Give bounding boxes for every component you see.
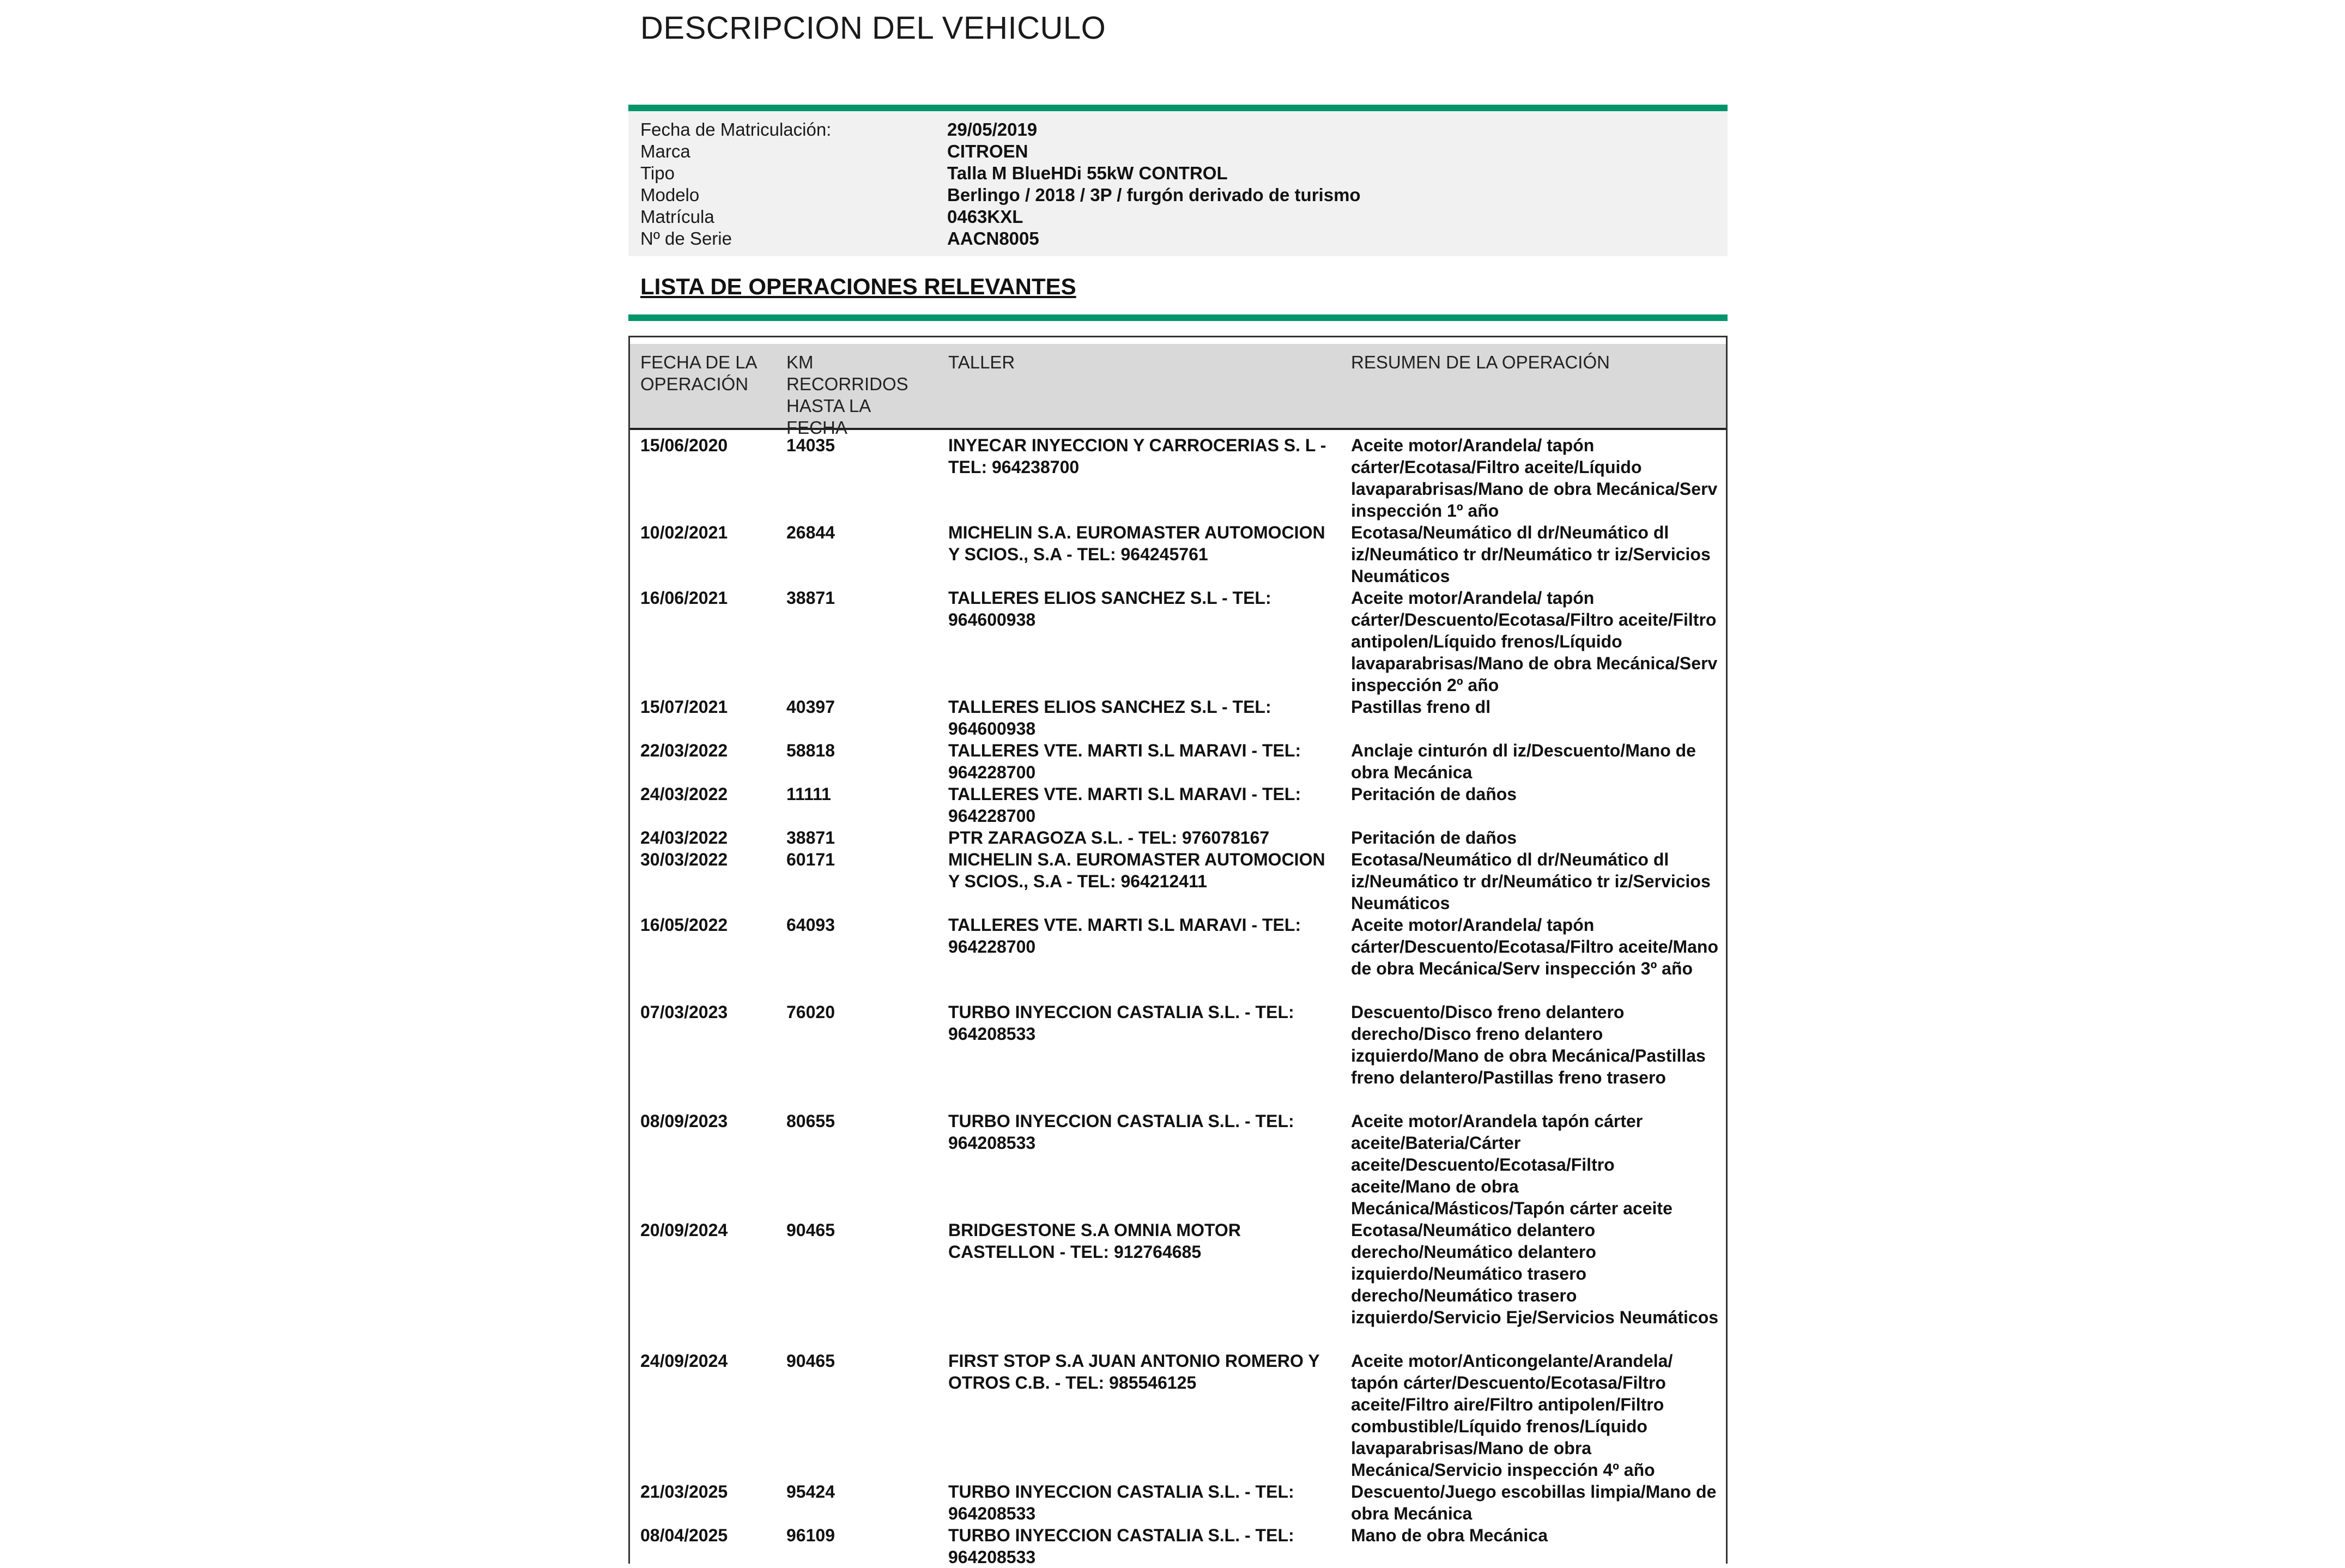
info-label: Nº de Serie xyxy=(640,228,732,249)
table-row xyxy=(630,587,1726,696)
cell-fecha: 20/09/2024 xyxy=(640,1220,728,1240)
table-row xyxy=(630,1219,1726,1350)
cell-km: 96109 xyxy=(786,1525,835,1545)
cell-km: 90465 xyxy=(786,1351,835,1371)
cell-taller: TALLERES VTE. MARTI S.L MARAVI - TEL: 964228700 xyxy=(948,915,1301,956)
cell-fecha: 24/03/2022 xyxy=(640,828,728,847)
cell-resumen: Descuento/Disco freno delantero derecho/Disco freno delantero izquierdo/Mano de obra Mecánica/Pastillas freno delantero/Pastillas freno trasero xyxy=(1351,1002,1706,1087)
cell-fecha: 08/04/2025 xyxy=(640,1525,728,1545)
info-row-serie xyxy=(628,228,1728,250)
cell-taller: TURBO INYECCION CASTALIA S.L. - TEL: 964208533 xyxy=(948,1482,1294,1523)
cell-km: 38871 xyxy=(786,828,835,847)
cell-fecha: 24/03/2022 xyxy=(640,784,728,804)
header-fecha: FECHA DE LA OPERACIÓN xyxy=(640,352,756,394)
info-label: Fecha de Matriculación: xyxy=(640,119,832,140)
cell-taller: TURBO INYECCION CASTALIA S.L. - TEL: 964208533 xyxy=(948,1002,1294,1044)
cell-km: 95424 xyxy=(786,1482,835,1502)
info-row-matricula xyxy=(628,206,1728,228)
cell-km: 64093 xyxy=(786,915,835,935)
cell-resumen: Aceite motor/Arandela tapón cárter aceite/Bateria/Cárter aceite/Descuento/Ecotasa/Filtro aceite/Mano de obra Mecánica/Másticos/Tapón cárter aceite xyxy=(1351,1111,1673,1218)
divider-top xyxy=(628,105,1728,111)
info-row-modelo xyxy=(628,184,1728,206)
cell-taller: TALLERES VTE. MARTI S.L MARAVI - TEL: 964228700 xyxy=(948,784,1301,826)
cell-resumen: Peritación de daños xyxy=(1351,784,1517,804)
cell-taller: TURBO INYECCION CASTALIA S.L. - TEL: 964208533 xyxy=(948,1525,1294,1567)
cell-taller: TALLERES ELIOS SANCHEZ S.L - TEL: 964600938 xyxy=(948,588,1271,629)
cell-fecha: 16/05/2022 xyxy=(640,915,728,935)
report-page xyxy=(628,0,1728,1567)
cell-resumen: Anclaje cinturón dl iz/Descuento/Mano de obra Mecánica xyxy=(1351,741,1696,782)
cell-fecha: 07/03/2023 xyxy=(640,1002,728,1022)
table-row xyxy=(630,849,1726,914)
vehicle-info-panel xyxy=(628,111,1728,256)
table-row xyxy=(630,1481,1726,1524)
table-header xyxy=(630,344,1726,438)
cell-resumen: Descuento/Juego escobillas limpia/Mano de obra Mecánica xyxy=(1351,1482,1717,1523)
info-label: Modelo xyxy=(640,185,700,205)
cell-fecha: 15/07/2021 xyxy=(640,697,728,717)
cell-km: 80655 xyxy=(786,1111,835,1131)
table-row xyxy=(630,522,1726,587)
table-row xyxy=(630,696,1726,740)
cell-fecha: 15/06/2020 xyxy=(640,435,728,455)
header-km: KM RECORRIDOS HASTA LA FECHA xyxy=(786,352,908,438)
cell-fecha: 16/06/2021 xyxy=(640,588,728,608)
cell-km: 76020 xyxy=(786,1002,835,1022)
info-value: CITROEN xyxy=(947,141,1028,161)
cell-resumen: Mano de obra Mecánica xyxy=(1351,1525,1548,1545)
page-title: DESCRIPCION DEL VEHICULO xyxy=(640,10,1106,46)
table-row xyxy=(630,740,1726,783)
info-value: AACN8005 xyxy=(947,228,1039,249)
info-label: Marca xyxy=(640,141,690,161)
cell-km: 90465 xyxy=(786,1220,835,1240)
info-label: Tipo xyxy=(640,163,675,183)
cell-taller: TURBO INYECCION CASTALIA S.L. - TEL: 964208533 xyxy=(948,1111,1294,1153)
cell-taller: MICHELIN S.A. EUROMASTER AUTOMOCION Y SCIOS., S.A - TEL: 964212411 xyxy=(948,850,1325,891)
info-value: 29/05/2019 xyxy=(947,119,1038,140)
table-row xyxy=(630,1524,1726,1568)
cell-taller: TALLERES ELIOS SANCHEZ S.L - TEL: 964600938 xyxy=(948,697,1271,738)
table-row xyxy=(630,434,1726,522)
cell-fecha: 30/03/2022 xyxy=(640,850,728,869)
cell-taller: INYECAR INYECCION Y CARROCERIAS S. L - TEL: 964238700 xyxy=(948,435,1326,477)
cell-km: 11111 xyxy=(786,784,831,804)
cell-resumen: Aceite motor/Anticongelante/Arandela/ tapón cárter/Descuento/Ecotasa/Filtro aceite/Filtro aire/Filtro antipolen/Filtro combustible/Líquido frenos/Líquido lavaparabrisas/Mano de obra Mecánica/Servicio inspección 4º año xyxy=(1351,1351,1673,1480)
table-body xyxy=(630,434,1726,1568)
info-row-tipo xyxy=(628,162,1728,184)
cell-taller: FIRST STOP S.A JUAN ANTONIO ROMERO Y OTROS C.B. - TEL: 985546125 xyxy=(948,1351,1319,1393)
cell-fecha: 22/03/2022 xyxy=(640,741,728,760)
section-title: LISTA DE OPERACIONES RELEVANTES xyxy=(640,274,1076,299)
cell-resumen: Ecotasa/Neumático delantero derecho/Neumático delantero izquierdo/Neumático trasero derecho/Neumático trasero izquierdo/Servicio Eje/Servicios Neumáticos xyxy=(1351,1220,1719,1327)
cell-fecha: 21/03/2025 xyxy=(640,1482,728,1502)
cell-taller: MICHELIN S.A. EUROMASTER AUTOMOCION Y SCIOS., S.A - TEL: 964245761 xyxy=(948,523,1325,564)
header-taller: TALLER xyxy=(948,352,1015,372)
cell-taller: PTR ZARAGOZA S.L. - TEL: 976078167 xyxy=(948,828,1270,847)
cell-resumen: Pastillas freno dl xyxy=(1351,697,1491,717)
info-value: 0463KXL xyxy=(947,207,1023,227)
cell-km: 26844 xyxy=(786,523,835,542)
cell-taller: BRIDGESTONE S.A OMNIA MOTOR CASTELLON - TEL: 912764685 xyxy=(948,1220,1241,1262)
table-row xyxy=(630,1110,1726,1219)
cell-resumen: Aceite motor/Arandela/ tapón cárter/Ecotasa/Filtro aceite/Líquido lavaparabrisas/Mano de obra Mecánica/Serv inspección 1º año xyxy=(1351,435,1718,520)
info-value: Berlingo / 2018 / 3P / furgón derivado de turismo xyxy=(947,185,1361,205)
cell-km: 60171 xyxy=(786,850,835,869)
cell-fecha: 10/02/2021 xyxy=(640,523,728,542)
cell-km: 38871 xyxy=(786,588,835,608)
cell-km: 40397 xyxy=(786,697,835,717)
cell-resumen: Ecotasa/Neumático dl dr/Neumático dl iz/Neumático tr dr/Neumático tr iz/Servicios Neumáticos xyxy=(1351,523,1711,586)
cell-resumen: Ecotasa/Neumático dl dr/Neumático dl iz/Neumático tr dr/Neumático tr iz/Servicios Neumáticos xyxy=(1351,850,1711,913)
table-row xyxy=(630,1001,1726,1110)
cell-resumen: Aceite motor/Arandela/ tapón cárter/Descuento/Ecotasa/Filtro aceite/Filtro antipolen/Líquido frenos/Líquido lavaparabrisas/Mano de obra Mecánica/Serv inspección 2º año xyxy=(1351,588,1718,695)
cell-km: 58818 xyxy=(786,741,835,760)
info-value: Talla M BlueHDi 55kW CONTROL xyxy=(947,163,1228,183)
table-row xyxy=(630,827,1726,849)
table-row xyxy=(630,914,1726,1001)
cell-fecha: 24/09/2024 xyxy=(640,1351,728,1371)
cell-resumen: Aceite motor/Arandela/ tapón cárter/Descuento/Ecotasa/Filtro aceite/Mano de obra Mecánica/Serv inspección 3º año xyxy=(1351,915,1718,978)
cell-resumen: Peritación de daños xyxy=(1351,828,1517,847)
cell-taller: TALLERES VTE. MARTI S.L MARAVI - TEL: 964228700 xyxy=(948,741,1301,782)
divider-bottom xyxy=(628,314,1728,321)
header-resumen: RESUMEN DE LA OPERACIÓN xyxy=(1351,352,1610,372)
operations-table xyxy=(628,336,1728,1567)
cell-km: 14035 xyxy=(786,435,835,455)
table-row xyxy=(630,1350,1726,1481)
info-row-fecha xyxy=(628,119,1728,141)
info-label: Matrícula xyxy=(640,207,714,227)
cell-fecha: 08/09/2023 xyxy=(640,1111,728,1131)
info-row-marca xyxy=(628,141,1728,162)
table-row xyxy=(630,783,1726,827)
